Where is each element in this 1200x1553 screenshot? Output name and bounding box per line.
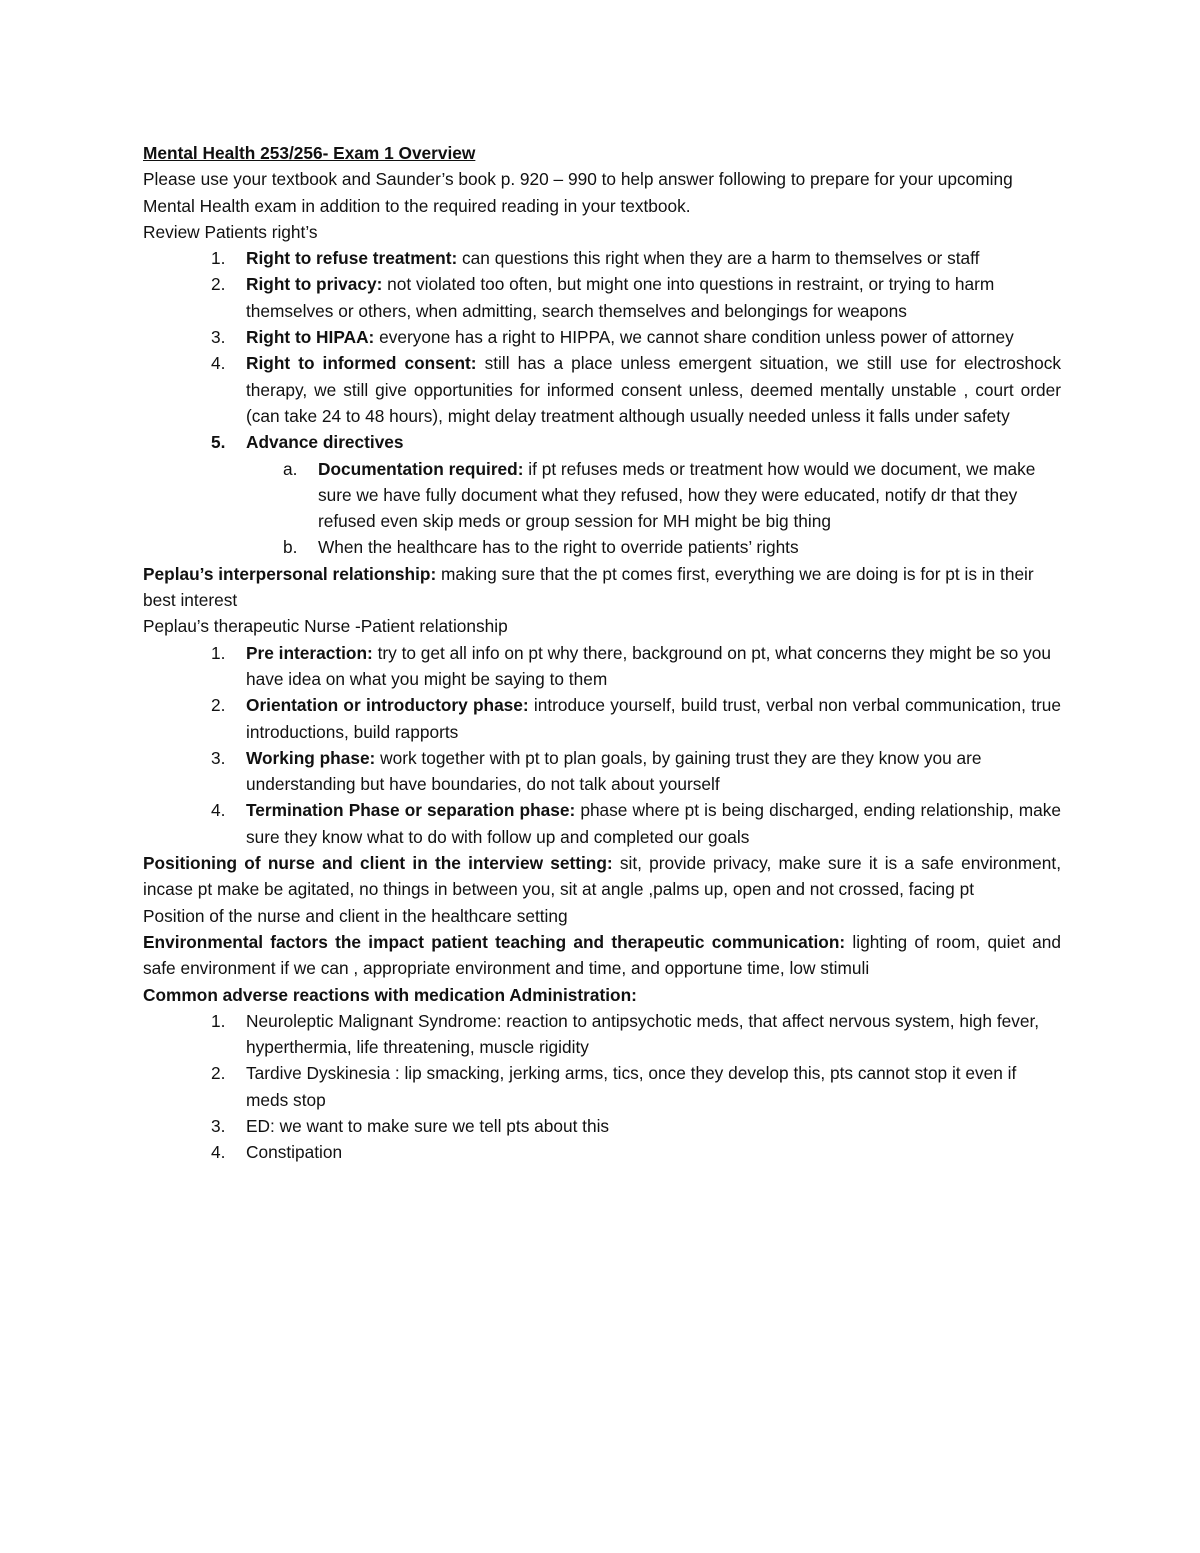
list-item: 1. Pre interaction: try to get all info on pt why there, background on pt, what concerns they might be so you have idea on what you might be saying to them [211,642,1051,689]
list-item: 1. Neuroleptic Malignant Syndrome: reaction to antipsychotic meds, that affect nervous system, high fever, hyperthermia, life threatening, muscle rigidity [211,1010,1040,1058]
list-item: 2. Right to privacy: not violated too often, but might one into questions in restraint, or trying to harm themselves or others, when admitting, search themselves and belongings for weapons [211,274,995,321]
rights-list [143,245,1061,561]
adverse-list [143,1008,1061,1166]
positioning-paragraph: Positioning of nurse and client in the interview setting: sit, provide privacy, make sure it is a safe environment, incase pt make be agitated, no things in between you, sit at angle ,palms up, open and not crossed, facing pt [143,853,1061,900]
document-page [143,140,1061,1166]
sub-list-item: b. When the healthcare has to the right to override patients’ rights [283,537,799,558]
adverse-heading: Common adverse reactions with medication Administration: [143,984,637,1005]
position-healthcare-line: Position of the nurse and client in the healthcare setting [143,905,568,926]
peplau-interpersonal-paragraph: Peplau’s interpersonal relationship: making sure that the pt comes first, everything we are doing is for pt is in their best interest [143,563,1034,611]
document-title: Mental Health 253/256- Exam 1 Overview [143,143,476,163]
sub-list-item: a. Documentation required: if pt refuses meds or treatment how would we document, we make sure we have fully document what they refused, how they were educated, notify dr that they refused even skip meds or group session for MH might be big thing [283,458,1036,532]
list-item: 1. Right to refuse treatment: can questions this right when they are a harm to themselves or staff [211,248,980,269]
list-item: 2. Orientation or introductory phase: introduce yourself, build trust, verbal non verbal communication, true introductions, build rapports [211,695,1061,742]
list-item: 5. Advance directives [211,432,404,453]
list-item: 4. Termination Phase or separation phase: phase where pt is being discharged, ending relationship, make sure they know what to do with follow up and completed our goals [211,800,1062,847]
intro-paragraph: Please use your textbook and Saunder’s book p. 920 – 990 to help answer following to prepare for your upcoming Mental Health exam in addition to the required reading in your textbook. [143,169,1013,216]
environmental-paragraph: Environmental factors the impact patient teaching and therapeutic communication: lighting of room, quiet and safe environment if we can , appropriate environment and time, and opportune time, low stimuli [143,931,1061,979]
list-item: 3. Right to HIPAA: everyone has a right to HIPPA, we cannot share condition unless power of attorney [211,327,1014,348]
peplau-therapeutic-heading: Peplau’s therapeutic Nurse -Patient relationship [143,616,508,637]
list-item: 2. Tardive Dyskinesia : lip smacking, jerking arms, tics, once they develop this, pts cannot stop it even if meds stop [211,1063,1017,1110]
list-item: 3. Working phase: work together with pt to plan goals, by gaining trust they are they know you are understanding but have boundaries, do not talk about yourself [211,747,982,795]
list-item: 4. Constipation [211,1142,343,1163]
rights-heading: Review Patients right’s [143,221,318,242]
list-item: 4. Right to informed consent: still has a place unless emergent situation, we still use for electroshock therapy, we still give opportunities for informed consent unless, deemed mentally unstable , court order (can take 24 to 48 hours), might delay treatment although usually needed unless it falls under safety [211,353,1061,426]
list-item: 3. ED: we want to make sure we tell pts about this [211,1115,610,1136]
peplau-phases-list [143,640,1061,850]
